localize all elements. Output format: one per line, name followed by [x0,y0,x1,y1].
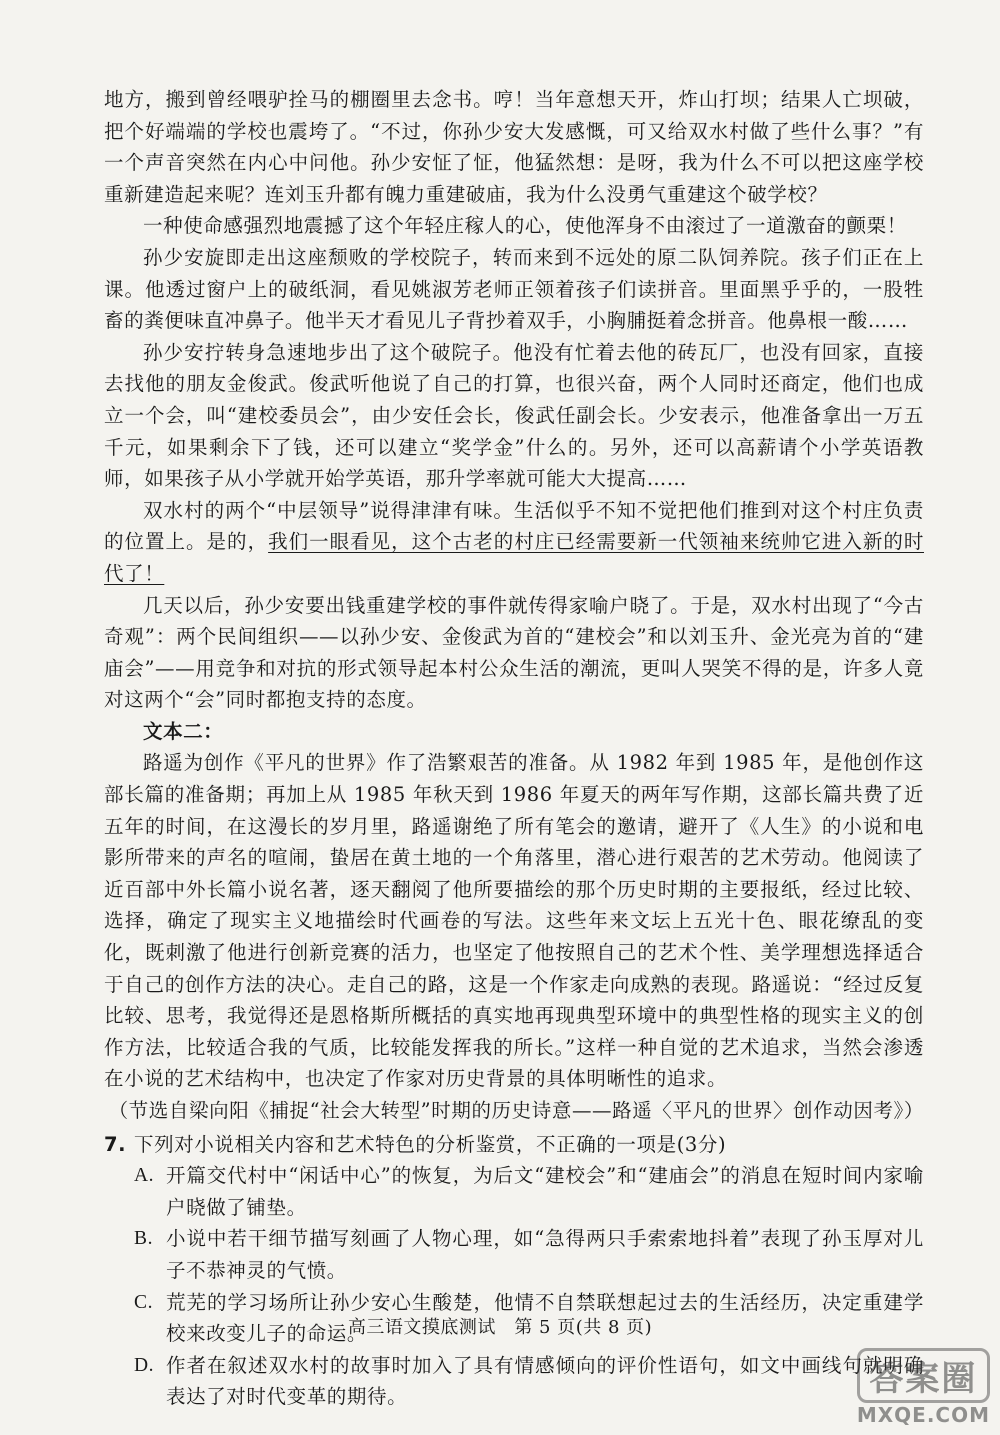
watermark-logo [857,1348,990,1427]
option-text: 小说中若干细节描写刻画了人物心理，如“急得两只手索索地抖着”表现了孙玉厚对儿子不恭神灵的气愤。 [166,1227,924,1282]
text2-paragraph: 路遥为创作《平凡的世界》作了浩繁艰苦的准备。从 1982 年到 1985 年，是他创作这部长篇的准备期；再加上从 1985 年秋天到 1986 年夏天的两年写作期，这部长篇共费了近五年的时间，在这漫长的岁月里，路遥谢绝了所有笔会的邀请，避开了《人生》的小说和电影所带来的声名的喧闹，蛰居在黄土地的一个角落里，潜心进行艰苦的艺术劳动。他阅读了近百部中外长篇小说名著，逐天翻阅了他所要描绘的那个历史时期的主要报纸，经过比较、选择，确定了现实主义地描绘时代画卷的写法。这些年来文坛上五光十色、眼花缭乱的变化，既刺激了他进行创新竞赛的活力，也坚定了他按照自己的艺术个性、美学理想选择适合于自己的创作方法的决心。走自己的路，这是一个作家走向成熟的表现。路遥说：“经过反复比较、思考，我觉得还是恩格斯所概括的真实地再现典型环境中的典型性格的现实主义的创作方法，比较适合我的气质，比较能发挥我的所长。”这样一种自觉的艺术追求，当然会渗透在小说的艺术结构中，也决定了作家对历史背景的具体明晰性的追求。 [104,751,924,1091]
text1-paragraph-5 [104,495,924,590]
option-letter: A. [134,1165,155,1187]
page-footer: 高三语文摸底测试 第 5 页(共 8 页) [347,1317,653,1338]
option-d [104,1350,924,1413]
answer-options [104,1160,924,1413]
text1-paragraph-3: 孙少安旋即走出这座颓败的学校院子，转而来到不远处的原二队饲养院。孩子们正在上课。他透过窗户上的破纸洞，看见姚淑芳老师正领着孩子们读拼音。里面黑乎乎的，一股牲畜的粪便味直冲鼻子。他半天才看见儿子背抄着双手，小胸脯挺着念拼音。他鼻根一酸…… [104,245,924,333]
option-letter: C. [134,1291,154,1313]
text1-paragraph-6: 几天以后，孙少安要出钱重建学校的事件就传得家喻户晓了。于是，双水村出现了“今古奇观”：两个民间组织——以孙少安、金俊武为首的“建校会”和以刘玉升、金光亮为首的“建庙会”——用竞争和对抗的形式领导起本村公众生活的潮流，更叫人哭笑不得的是，许多人竟对这两个“会”同时都抱支持的态度。 [104,593,924,712]
underlined-sentence: 我们一眼看见，这个古老的村庄已经需要新一代领袖来统帅它进入新的时代了！ [104,530,924,585]
watermark-site-text: MXQE.COM [856,1403,990,1427]
option-text: 荒芜的学习场所让孙少安心生酸楚，他情不自禁联想起过去的生活经历，决定重建学校来改变儿子的命运。 [166,1290,924,1346]
text1-paragraph-5-text: 双水村的两个“中层领导”说得津津有味。生活似乎不知不觉把他们推到对这个村庄负责的位置上。是的， [104,498,924,554]
option-b [104,1223,924,1286]
question-number: 7. [104,1132,127,1156]
option-letter: D. [134,1354,155,1376]
text1-paragraph-2: 一种使命感强烈地震撼了这个年轻庄稼人的心，使他浑身不由滚过了一道激奋的颤栗！ [143,214,907,238]
option-text: 作者在叙述双水村的故事时加入了具有情感倾向的评价性语句，如文中画线句就明确表达了对时代变革的期待。 [166,1353,924,1409]
text2-source: （节选自梁向阳《捕捉“社会大转型”时期的历史诗意——路遥〈平凡的世界〉创作动因考》） [108,1099,924,1122]
watermark-logo-text: 答案圈 [857,1348,990,1403]
text1-paragraph-1: 地方，搬到曾经喂驴拴马的棚圈里去念书。哼！当年意想天开，炸山打坝；结果人亡坝破，把个好端端的学校也震垮了。“不过，你孙少安大发感慨，可又给双水村做了些什么事？”有一个声音突然在内心中问他。孙少安怔了怔，他猛然想：是呀，我为什么不可以把这座学校重新建造起来呢？连刘玉升都有魄力重建破庙，我为什么没勇气重建这个破学校？ [104,88,924,206]
text2-heading: 文本二： [143,719,224,743]
text1-paragraph-4: 孙少安拧转身急速地步出了这个破院子。他没有忙着去他的砖瓦厂，也没有回家，直接去找他的朋友金俊武。俊武听他说了自己的打算，也很兴奋，两个人同时还商定，他们也成立一个会，叫“建校委员会”，由少安任会长，俊武任副会长。少安表示，他准备拿出一万五千元，如果剩余下了钱，还可以建立“奖学金”什么的。另外，还可以高薪请个小学英语教师，如果孩子从小学就开始学英语，那升学率就可能大大提高…… [104,340,924,491]
exam-page [104,84,924,1413]
option-a [104,1160,924,1223]
question-stem: 下列对小说相关内容和艺术特色的分析鉴赏，不正确的一项是(3分) [134,1132,727,1156]
option-letter: B. [134,1228,154,1250]
question-7 [104,1129,924,1161]
option-text: 开篇交代村中“闲话中心”的恢复，为后文“建校会”和“建庙会”的消息在短时间内家喻户晓做了铺垫。 [166,1164,924,1219]
